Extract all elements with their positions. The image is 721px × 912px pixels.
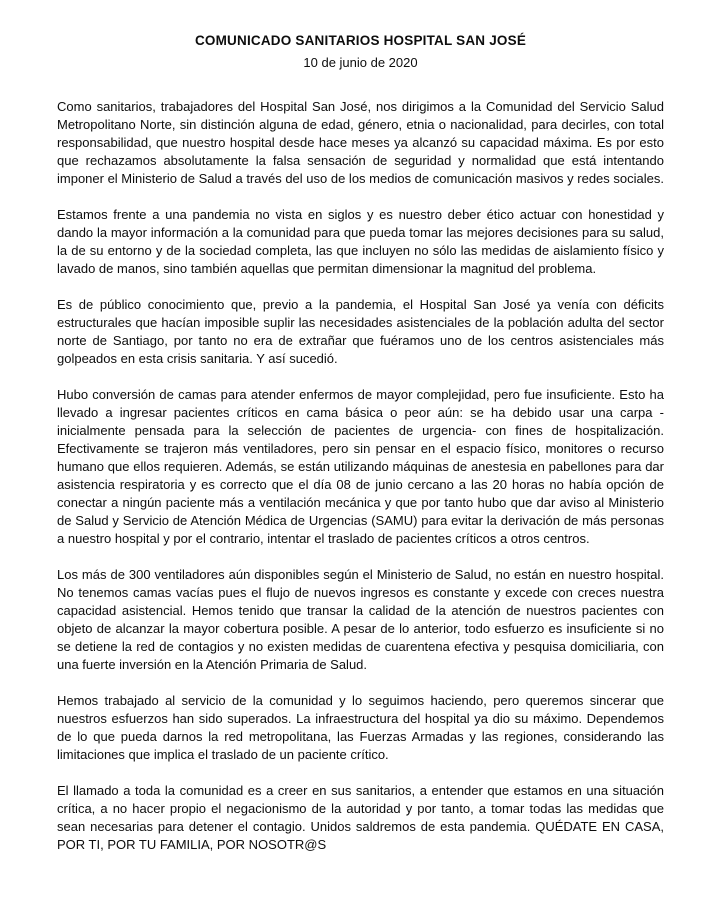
document-date: 10 de junio de 2020 [303, 55, 418, 70]
paragraph-deficits: Es de público conocimiento que, previo a la pandemia, el Hospital San José ya venía con déficits estructurales que hacían imposible suplir las necesidades asistenciales de la población adulta del sector norte de Santiago, por tanto no era de extrañar que fuéramos uno de los centros asistenciales más golpeados en esta crisis sanitaria. Y así sucedió. [57, 297, 664, 366]
document-body [57, 98, 664, 854]
paragraph-llamado: El llamado a toda la comunidad es a creer en sus sanitarios, a entender que estamos en una situación crítica, a no hacer propio el negacionismo de la autoridad y por tanto, a tomar todas las medidas que sean necesarias para detener el contagio. Unidos saldremos de esta pandemia. QUÉDATE EN CASA, POR TI, POR TU FAMILIA, POR NOSOTR@S [57, 783, 664, 852]
paragraph-pandemia: Estamos frente a una pandemia no vista en siglos y es nuestro deber ético actuar con honestidad y dando la mayor información a la comunidad para que pueda tomar las mejores decisiones para su salud, la de su entorno y de la sociedad completa, las que incluyen no sólo las medidas de aislamiento físico y lavado de manos, sino también aquellas que permitan dimensionar la magnitud del problema. [57, 207, 664, 276]
document-header [57, 32, 664, 71]
paragraph-conversion-camas: Hubo conversión de camas para atender enfermos de mayor complejidad, pero fue insuficiente. Esto ha llevado a ingresar pacientes críticos en cama básica o peor aún: se ha debido usar una carpa - inicialmente pensada para la selección de pacientes de urgencia- con fines de hospitalización. Efectivamente se trajeron más ventiladores, pero sin pensar en el espacio físico, monitores o recurso humano que ellos requieren. Además, se están utilizando máquinas de anestesia en pabellones para dar asistencia respiratoria y es correcto que el día 08 de junio cercano a las 20 horas no había opción de conectar a ningún paciente más a ventilación mecánica y que por tanto hubo que dar aviso al Ministerio de Salud y Servicio de Atención Médica de Urgencias (SAMU) para evitar la derivación de más personas a nuestro hospital y por el contrario, intentar el traslado de pacientes críticos a otros centros. [57, 387, 664, 546]
document-title: COMUNICADO SANITARIOS HOSPITAL SAN JOSÉ [194, 33, 527, 48]
paragraph-intro: Como sanitarios, trabajadores del Hospital San José, nos dirigimos a la Comunidad del Servicio Salud Metropolitano Norte, sin distinción alguna de edad, género, etnia o nacionalidad, para decirles, con total responsabilidad, que nuestro hospital desde hace meses ya alcanzó su capacidad máxima. Es por esto que rechazamos absolutamente la falsa sensación de seguridad y normalidad que está intentando imponer el Ministerio de Salud a través del uso de los medios de comunicación masivos y redes sociales. [57, 99, 664, 186]
paragraph-ventiladores: Los más de 300 ventiladores aún disponibles según el Ministerio de Salud, no están en nuestro hospital. No tenemos camas vacías pues el flujo de nuevos ingresos es constante y excede con creces nuestra capacidad asistencial. Hemos tenido que transar la calidad de la atención de nuestros pacientes con objeto de alcanzar la mayor cobertura posible. A pesar de lo anterior, todo esfuerzo es insuficiente si no se detiene la red de contagios y no existen medidas de cuarentena efectiva y pesquisa domiciliaria, con una fuerte inversión en la Atención Primaria de Salud. [57, 567, 664, 672]
paragraph-esfuerzos: Hemos trabajado al servicio de la comunidad y lo seguimos haciendo, pero queremos sincerar que nuestros esfuerzos han sido superados. La infraestructura del hospital ya dio su máximo. Dependemos de lo que pueda darnos la red metropolitana, las Fuerzas Armadas y las regiones, considerando las limitaciones que implica el traslado de un paciente crítico. [57, 693, 664, 762]
